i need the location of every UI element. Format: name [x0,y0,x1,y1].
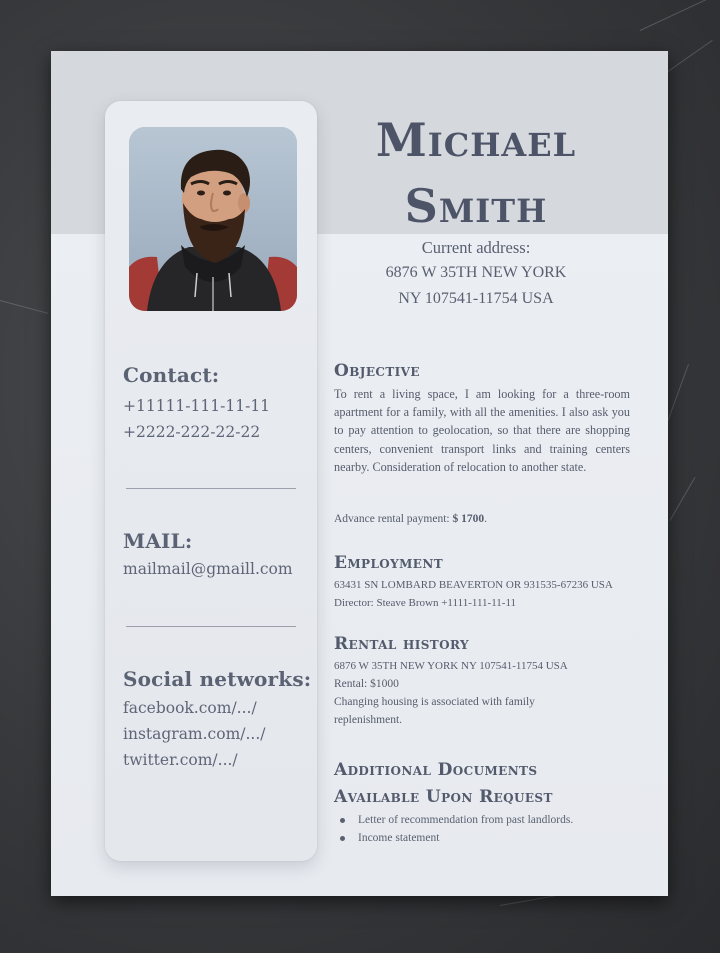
address-line-2: NY 107541-11754 USA [398,290,554,307]
advance-payment-label: Advance rental payment: [334,513,453,525]
resume-page [51,51,668,896]
list-item [334,829,573,847]
advance-payment [334,513,487,525]
sidebar-card [105,101,317,861]
bullet-icon [340,836,345,841]
name-last: Smith [404,179,548,233]
marble-vein [668,364,689,421]
document-item-label: Income statement [358,832,440,844]
address-label: Current address: [421,238,531,257]
rental-reason-2: replenishment. [334,714,403,726]
instagram-link[interactable]: instagram.com/.../ [123,725,266,743]
employment-director: Director: Steave Brown +1111-111-11-11 [334,597,517,609]
marble-vein [670,477,696,521]
facebook-link[interactable]: facebook.com/.../ [123,699,257,717]
document-item-label: Letter of recommendation from past landlords. [358,814,574,826]
portrait-icon [129,127,297,311]
portrait-photo [129,127,297,311]
email-link[interactable]: mailmail@gmaill.com [123,560,293,578]
documents-heading-1: Additional Documents [334,760,538,780]
twitter-link[interactable]: twitter.com/.../ [123,751,238,769]
name-first: Michael [375,113,577,167]
employment-address: 63431 SN LOMBARD BEAVERTON OR 931535-67236 USA [334,579,613,591]
phone-2[interactable]: +2222-222-22-22 [123,423,261,441]
advance-payment-value: $ 1700 [452,513,485,525]
phone-1[interactable]: +11111-111-11-11 [123,397,271,415]
objective-heading: Objective [334,361,420,381]
mail-heading: MAIL: [123,529,193,553]
documents-heading-2: Available Upon Request [334,787,553,807]
address-line-1: 6876 W 35TH NEW YORK [385,264,567,281]
list-item [334,811,573,829]
rental-address: 6876 W 35TH NEW YORK NY 107541-11754 USA [334,660,568,672]
advance-payment-end: . [484,513,487,525]
rental-amount: Rental: $1000 [334,678,399,690]
documents-list [334,811,573,847]
contact-heading: Contact: [123,363,220,387]
employment-heading: Employment [334,553,444,573]
social-heading: Social networks: [123,667,312,691]
rental-reason-1: Changing housing is associated with family [334,696,535,708]
marble-vein [640,0,720,31]
rental-history-heading: Rental history [334,634,469,654]
divider [126,488,296,489]
objective-text: To rent a living space, I am looking for a three-room apartment for a family, with all the amenities. I also ask you to pay attention to geolocation, so that there are shopping centers, convenient transport links and training centers nearby. Consideration of relocation to another state. [334,387,630,474]
marble-vein [0,300,48,314]
bullet-icon [340,818,345,823]
divider [126,626,296,627]
